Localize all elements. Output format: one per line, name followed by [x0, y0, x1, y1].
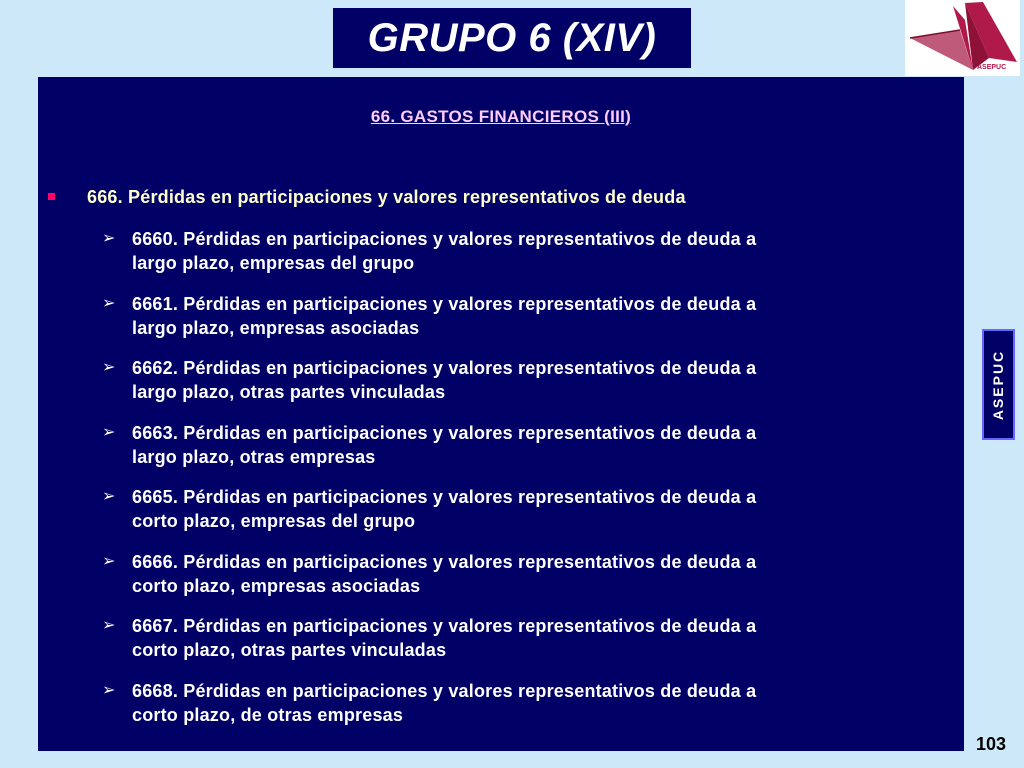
item-line2: corto plazo, otras partes vinculadas	[132, 640, 447, 660]
item-line1: 6666. Pérdidas en participaciones y valores representativos de deuda a	[132, 551, 757, 572]
item-line2: corto plazo, empresas asociadas	[132, 575, 421, 596]
content-panel	[38, 77, 964, 751]
arrow-bullet-icon: ➢	[102, 294, 116, 312]
side-badge-text: ASEPUC	[990, 349, 1007, 420]
item-line1: 6661. Pérdidas en participaciones y valores representativos de deuda a	[132, 293, 757, 314]
item-line1: 6660. Pérdidas en participaciones y valores representativos de deuda a	[132, 229, 757, 249]
item-line1: 6667. Pérdidas en participaciones y valores representativos de deuda a	[132, 616, 757, 636]
item-line2: largo plazo, otras empresas	[132, 446, 376, 467]
item-line2: largo plazo, otras partes vinculadas	[132, 382, 446, 402]
asepuc-logo-icon	[905, 0, 1020, 76]
list-item	[102, 292, 932, 357]
arrow-bullet-icon: ➢	[102, 359, 116, 376]
side-badge	[982, 329, 1015, 440]
item-line2: corto plazo, de otras empresas	[132, 704, 404, 725]
item-line1: 6662. Pérdidas en participaciones y valores representativos de deuda a	[132, 358, 757, 378]
list-item	[102, 679, 932, 744]
logo-text: ASEPUC	[977, 64, 1007, 71]
asepuc-logo	[905, 0, 1020, 76]
level1-text: 666. Pérdidas en participaciones y valores representativos de deuda	[87, 187, 686, 207]
item-line2: corto plazo, empresas del grupo	[132, 511, 416, 531]
item-line1: 6663. Pérdidas en participaciones y valores representativos de deuda a	[132, 422, 757, 443]
arrow-bullet-icon: ➢	[102, 488, 116, 505]
list-item	[102, 227, 932, 292]
arrow-bullet-icon: ➢	[102, 423, 116, 441]
item-line1: 6668. Pérdidas en participaciones y valores representativos de deuda a	[132, 680, 757, 701]
title-box	[333, 8, 691, 68]
page-number: 103	[975, 734, 1007, 754]
list-item	[102, 485, 932, 550]
list-item	[102, 356, 932, 421]
arrow-bullet-icon: ➢	[102, 617, 116, 634]
level1-item	[48, 187, 686, 208]
section-subheading: 66. GASTOS FINANCIEROS (III)	[370, 107, 632, 126]
list-item	[102, 614, 932, 679]
list-item	[102, 421, 932, 486]
arrow-bullet-icon: ➢	[102, 552, 116, 570]
square-bullet-icon	[48, 193, 55, 200]
arrow-bullet-icon: ➢	[102, 230, 116, 247]
item-line2: largo plazo, empresas del grupo	[132, 253, 415, 273]
arrow-bullet-icon: ➢	[102, 681, 116, 699]
list-item	[102, 550, 932, 615]
item-line1: 6665. Pérdidas en participaciones y valores representativos de deuda a	[132, 487, 757, 507]
account-sublist	[102, 227, 932, 743]
slide-title: GRUPO 6 (XIV)	[367, 15, 657, 60]
item-line2: largo plazo, empresas asociadas	[132, 317, 420, 338]
